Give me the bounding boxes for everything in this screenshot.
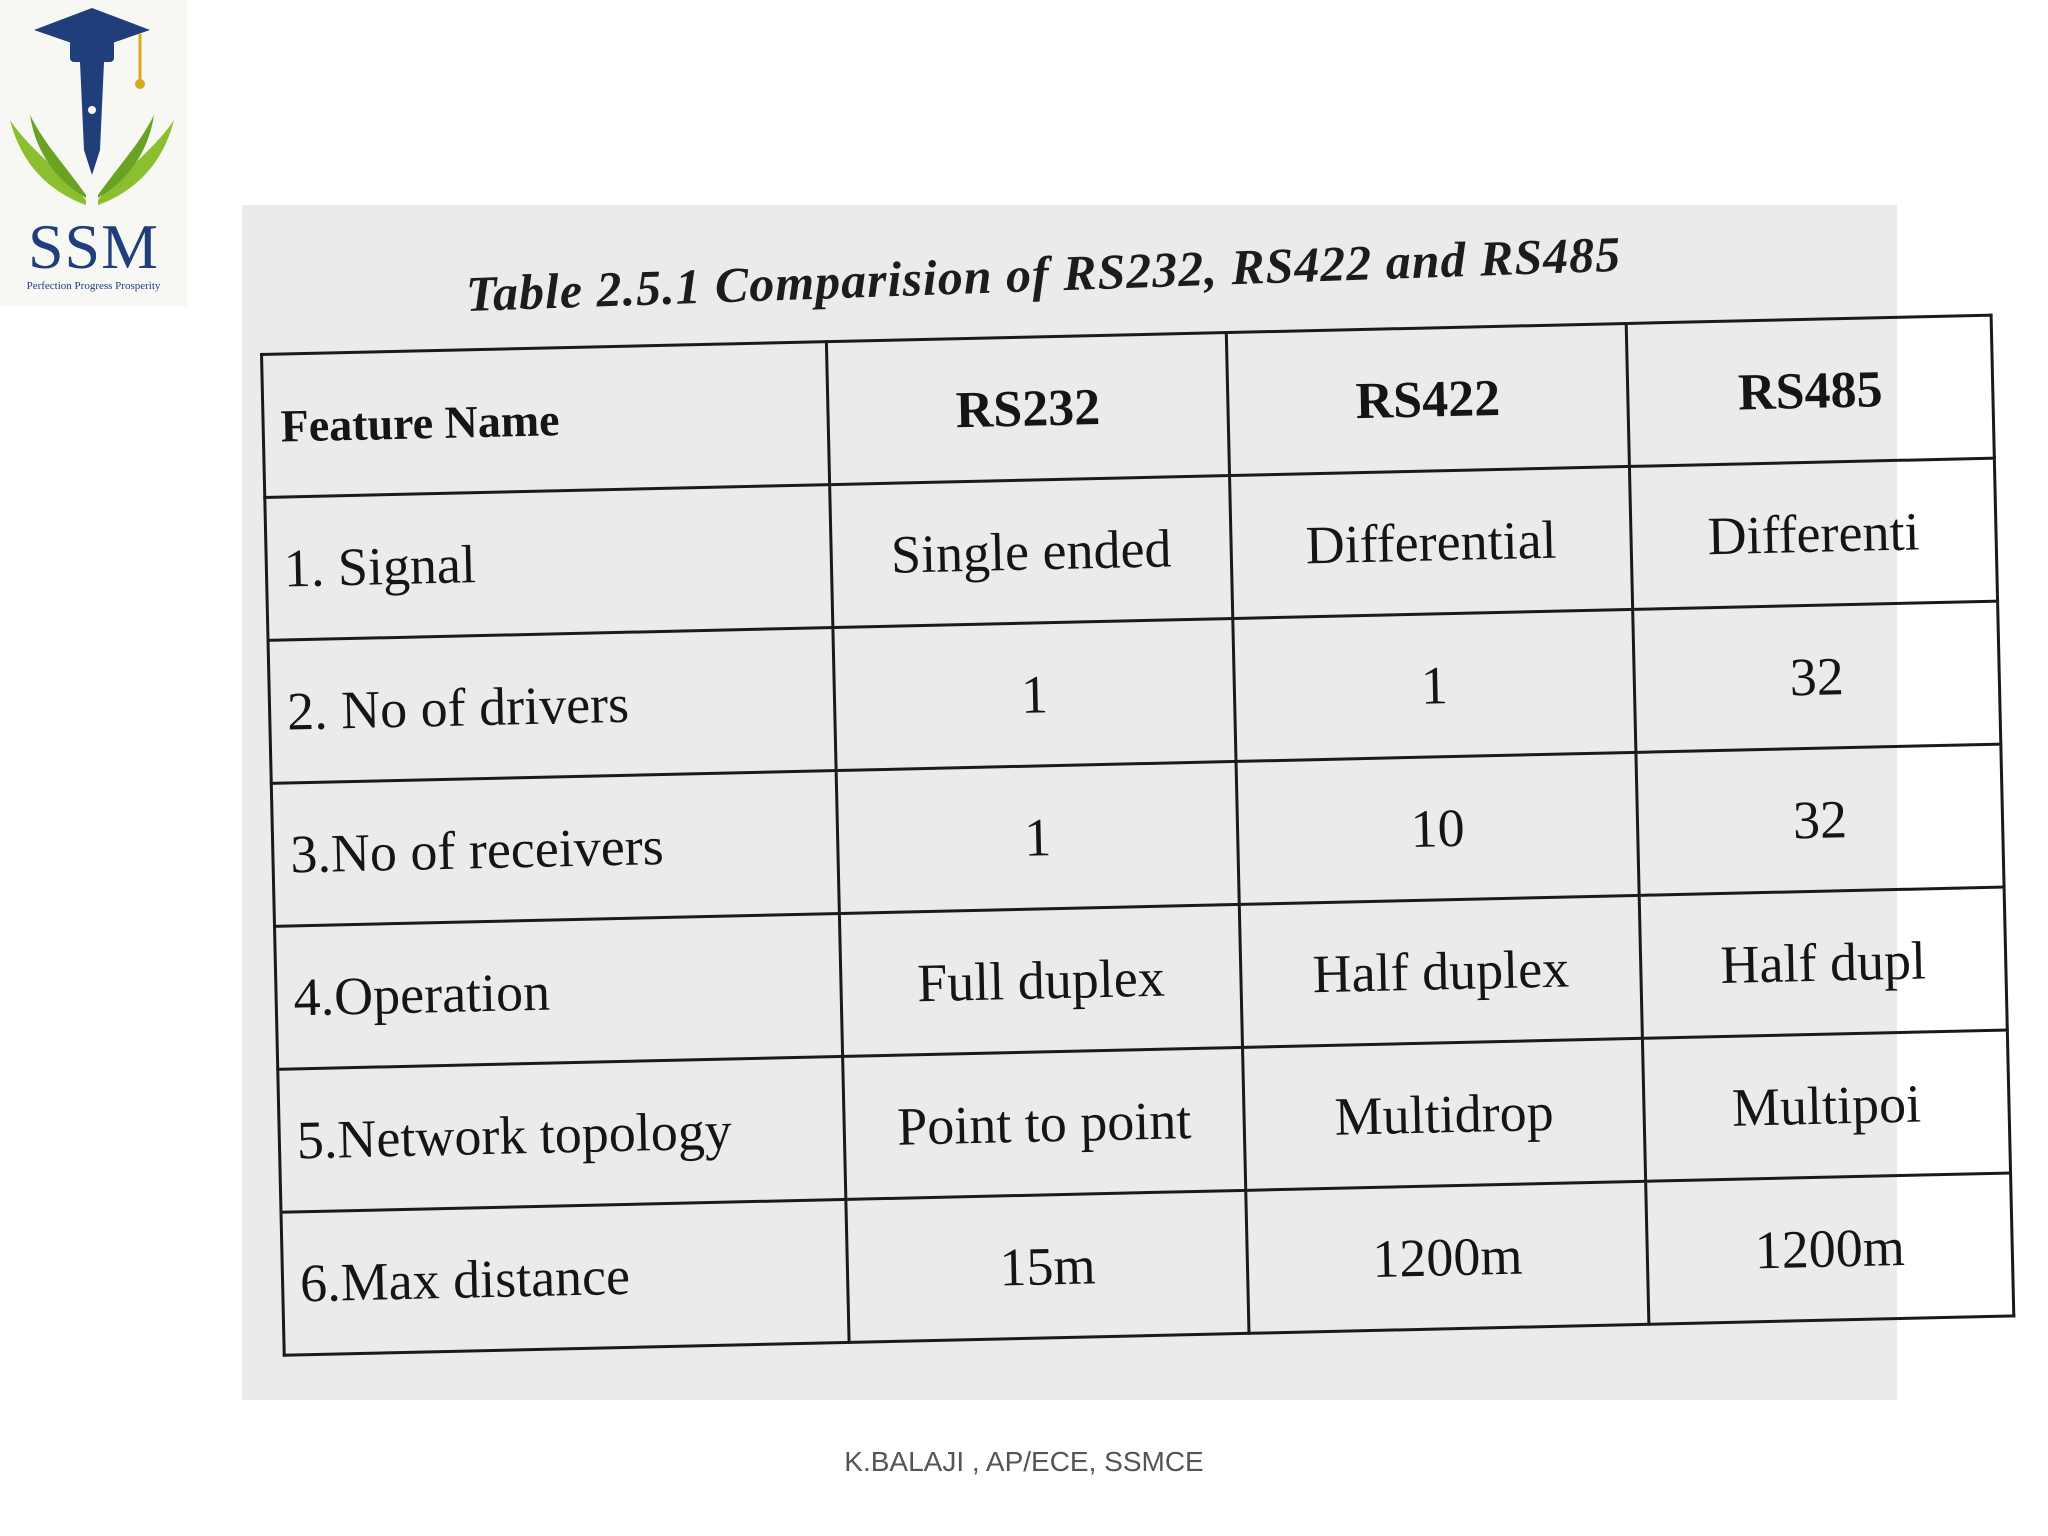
ssm-logo [0, 0, 187, 306]
value-cell: Single ended [830, 476, 1233, 628]
value-cell: 32 [1633, 601, 2001, 752]
header-cell: RS485 [1626, 315, 1994, 466]
header-cell: RS232 [826, 333, 1229, 485]
value-cell: Half duplex [1239, 895, 1642, 1047]
table-caption: Table 2.5.1 Comparision of RS232, RS422 and RS485 [465, 225, 1622, 323]
textbook-photo [242, 205, 1927, 1400]
comparison-table [260, 314, 2015, 1357]
value-cell: Differenti [1629, 458, 1997, 609]
header-cell: Feature Name [262, 342, 830, 498]
slide-footer: K.BALAJI , AP/ECE, SSMCE [844, 1446, 1204, 1477]
value-cell: 1200m [1646, 1173, 2014, 1324]
value-cell: 1 [833, 618, 1236, 770]
value-cell: Half dupl [1639, 887, 2007, 1038]
value-cell: Point to point [843, 1047, 1246, 1199]
feature-cell: 2. No of drivers [268, 628, 836, 784]
comparison-table-wrapper [260, 316, 1933, 1383]
feature-cell: 4.Operation [275, 914, 843, 1070]
feature-cell: 1. Signal [265, 485, 833, 641]
value-cell: Full duplex [839, 904, 1242, 1056]
value-cell: Differential [1230, 466, 1633, 618]
feature-cell: 6.Max distance [281, 1199, 849, 1355]
value-cell: 10 [1236, 752, 1639, 904]
value-cell: Multidrop [1243, 1038, 1646, 1190]
value-cell: 15m [846, 1190, 1249, 1342]
logo-tagline: Perfection Progress Prosperity [26, 280, 161, 292]
feature-cell: 5.Network topology [278, 1056, 846, 1212]
value-cell: 32 [1636, 744, 2004, 895]
graduation-cap-book-icon [0, 0, 187, 230]
value-cell: 1 [1233, 609, 1636, 761]
value-cell: 1 [836, 761, 1239, 913]
feature-cell: 3.No of receivers [271, 771, 839, 927]
logo-text: SSM [27, 211, 160, 282]
value-cell: 1200m [1246, 1181, 1649, 1333]
value-cell: Multipoi [1642, 1030, 2010, 1181]
header-cell: RS422 [1226, 323, 1629, 475]
